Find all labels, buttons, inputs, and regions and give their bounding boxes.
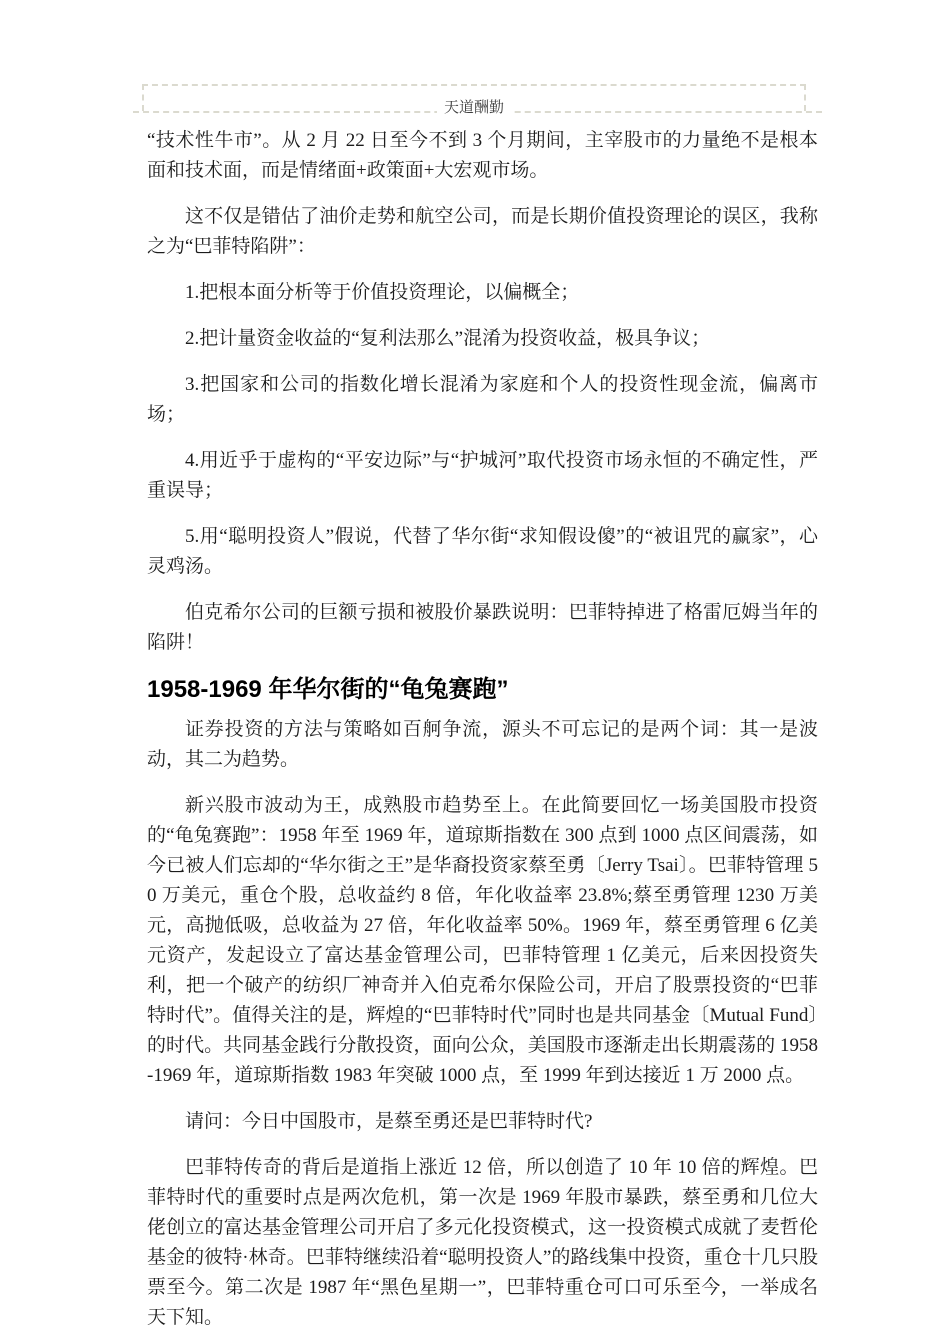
paragraph-us-market-history: 新兴股市波动为王，成熟股市趋势至上。在此简要回忆一场美国股市投资的“龟兔赛跑”：1958 年至 1969 年，道琼斯指数在 300 点到 1000 点区间震荡，如今已被人们忘却的“华尔街之王”是华裔投资家蔡至勇〔Jerry Tsai〕。巴菲特管理 50 万美元，重仓个股，总收益约 8 倍，年化收益率 23.8%;蔡至勇管理 1230 万美元，高抛低吸，总收益为 27 倍，年化收益率 50%。1969 年，蔡至勇管理 6 亿美元资产，发起设立了富达基金管理公司，巴菲特管理 1 亿美元，后来因投资失利，把一个破产的纺织厂神奇并入伯克希尔保险公司，开启了股票投资的“巴菲特时代”。值得关注的是，辉煌的“巴菲特时代”同时也是共同基金〔Mutual Fund〕的时代。共同基金践行分散投资，面向公众，美国股市逐渐走出长期震荡的 1958-1969 年，道琼斯指数 1983 年突破 1000 点，至 1999 年到达接近 1 万 2000 点。 (147, 795, 818, 1086)
header-watermark: 天道酬勤 (437, 100, 511, 117)
paragraph-technical-bull-market: “技术性牛市”。从 2 月 22 日至今不到 3 个月期间，主宰股市的力量绝不是根本面和技术面，而是情绪面+政策面+大宏观市场。 (147, 130, 818, 181)
header-dashed-frame (142, 84, 806, 116)
paragraph-trap-item-2: 2.把计量资金收益的“复利法那么”混淆为投资收益，极具争议； (185, 328, 711, 349)
paragraph-question-china-market: 请问：今日中国股市，是蔡至勇还是巴菲特时代? (185, 1111, 593, 1132)
paragraph-trap-item-4: 4.用近乎于虚构的“平安边际”与“护城河”取代投资市场永恒的不确定性，严重误导； (147, 450, 818, 501)
paragraph-buffett-legend: 巴菲特传奇的背后是道指上涨近 12 倍，所以创造了 10 年 10 倍的辉煌。巴菲特时代的重要时点是两次危机，第一次是 1969 年股市暴跌，蔡至勇和几位大佬创立的富达基金管理公司开启了多元化投资模式，这一投资模式成就了麦哲伦基金的彼特·林奇。巴菲特继续沿着“聪明投资人”的路线集中投资，重仓十几只股票至今。第二次是 1987 年“黑色星期一”，巴菲特重仓可口可乐至今，一举成名天下知。 (147, 1157, 818, 1328)
paragraph-trap-item-3: 3.把国家和公司的指数化增长混淆为家庭和个人的投资性现金流，偏离市场； (147, 374, 818, 425)
paragraph-two-words: 证券投资的方法与策略如百舸争流，源头不可忘记的是两个词：其一是波动，其二为趋势。 (147, 719, 818, 770)
section-heading-turtle-rabbit-race: 1958-1969 年华尔街的“龟兔赛跑” (147, 676, 509, 703)
paragraph-trap-item-5: 5.用“聪明投资人”假说，代替了华尔街“求知假设傻”的“被诅咒的赢家”，心灵鸡汤。 (147, 526, 818, 577)
document-body (147, 126, 818, 1344)
paragraph-trap-item-1: 1.把根本面分析等于价值投资理论，以偏概全； (185, 282, 580, 303)
paragraph-berkshire-losses: 伯克希尔公司的巨额亏损和被股价暴跌说明：巴菲特掉进了格雷厄姆当年的陷阱！ (147, 602, 818, 653)
paragraph-buffett-trap-intro: 这不仅是错估了油价走势和航空公司，而是长期价值投资理论的误区，我称之为“巴菲特陷阱”： (147, 206, 818, 257)
